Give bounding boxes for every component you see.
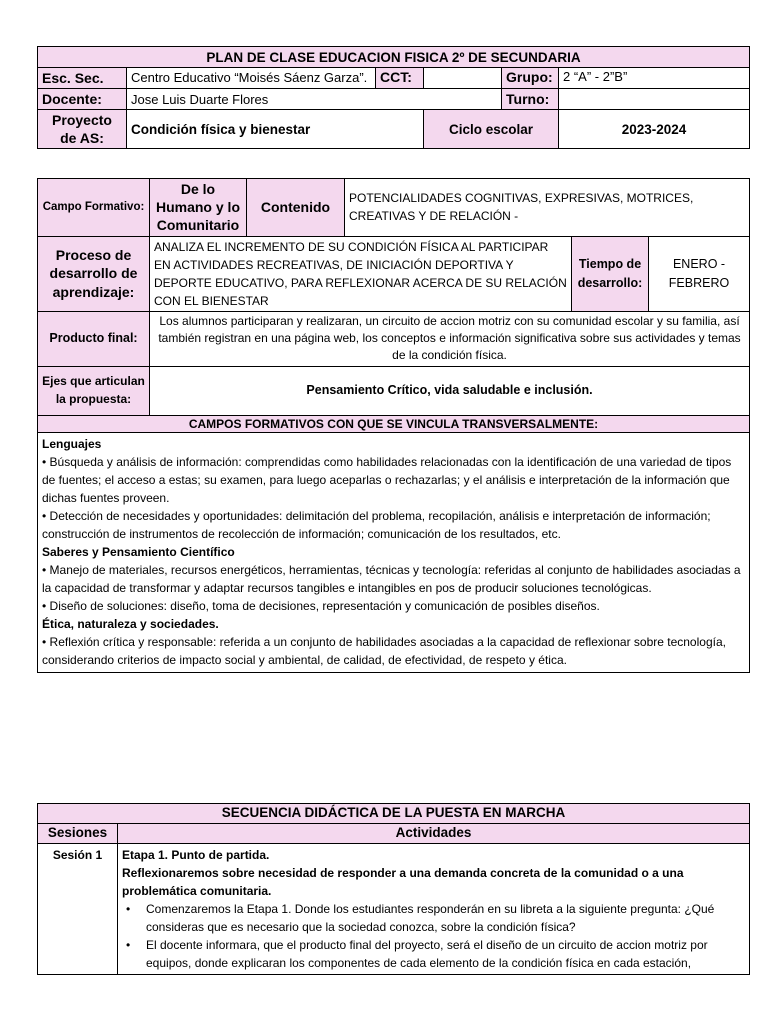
esc-sec-label: Esc. Sec. (38, 68, 127, 89)
header-table (37, 46, 750, 149)
session-1-activities (118, 844, 750, 975)
tiempo-label: Tiempo de desarrollo: (572, 236, 649, 311)
col-actividades: Actividades (118, 824, 750, 844)
ciclo-value: 2023-2024 (559, 110, 750, 149)
list-item (126, 900, 745, 936)
activity-list (122, 900, 745, 972)
docente-label: Docente: (38, 89, 127, 110)
etapa-title: Etapa 1. Punto de partida. (122, 848, 270, 862)
proceso-value: ANALIZA EL INCREMENTO DE SU CONDICIÓN FÍSICA AL PARTICIPAR EN ACTIVIDADES RECREATIVAS, DE INICIACIÓN DEPORTIVA Y DEPORTE EDUCATIVO, PARA REFLEXIONAR ACERCA DE SU RELACIÓN CON EL BIENESTAR (150, 236, 572, 311)
contenido-label: Contenido (247, 179, 345, 237)
grupo-value: 2 “A” - 2”B” (559, 68, 750, 89)
proyecto-value: Condición física y bienestar (127, 110, 424, 149)
cct-label: CCT: (376, 68, 424, 89)
turno-value (559, 89, 750, 110)
saberes-item-1: • Manejo de materiales, recursos energéticos, herramientas, técnicas y tecnología: referidas al conjunto de habilidades asociadas a la capacidad de transformar y adaptar recursos tangibles e intangibles en pos de producir soluciones tecnológicas. (42, 563, 741, 596)
bullet-icon: • (126, 938, 131, 952)
campos-list (38, 433, 750, 673)
sequence-title: SECUENCIA DIDÁCTICA DE LA PUESTA EN MARCHA (38, 804, 750, 824)
grupo-label: Grupo: (502, 68, 559, 89)
lenguajes-item-1: • Búsqueda y análisis de información: comprendidas como habilidades relacionadas con la identificación de una variedad de tipos de fuentes; el acceso a estas; su examen, para luego aceparlas o rechazarlas; y el análisis e interpretación de la información que dichas fuentes proveen. (42, 455, 732, 506)
turno-label: Turno: (502, 89, 559, 110)
proyecto-label: Proyecto de AS: (38, 110, 127, 149)
contenido-value: POTENCIALIDADES COGNITIVAS, EXPRESIVAS, MOTRICES, CREATIVAS Y DE RELACIÓN - (345, 179, 750, 237)
col-sesiones: Sesiones (38, 824, 118, 844)
activity-text: El docente informara, que el producto final del proyecto, será el diseño de un circuito de accion motriz por equipos, donde explicaran los componentes de cada elemento de la condición física en cada estación, (146, 938, 708, 970)
docente-value: Jose Luis Duarte Flores (127, 89, 502, 110)
producto-label: Producto final: (38, 311, 150, 366)
ejes-label: Ejes que articulan la propuesta: (38, 366, 150, 415)
producto-value: Los alumnos participaran y realizaran, un circuito de accion motriz con su comunidad escolar y su familia, así también registran en una página web, los conceptos e información significativa sobre sus actividades y temas de la condición física. (150, 311, 750, 366)
etica-title: Ética, naturaleza y sociedades. (42, 617, 219, 632)
campo-label: Campo Formativo: (38, 179, 150, 237)
list-item (126, 936, 745, 972)
saberes-item-2: • Diseño de soluciones: diseño, toma de decisiones, representación y comunicación de posibles diseños. (42, 599, 600, 614)
lenguajes-item-2: • Detección de necesidades y oportunidades: delimitación del problema, recopilación, análisis e interpretación de información; construcción de instrumentos de recolección de información; comunicación de los resultados, etc. (42, 509, 711, 542)
plan-title: PLAN DE CLASE EDUCACION FISICA 2º DE SECUNDARIA (38, 47, 750, 68)
ciclo-label: Ciclo escolar (424, 110, 559, 149)
etica-item-1: • Reflexión crítica y responsable: referida a un conjunto de habilidades asociadas a la capacidad de reflexionar sobre tecnología, considerando criterios de impacto social y ambiental, de calidad, de efectividad, de respeto y ética. (42, 635, 726, 668)
esc-sec-value: Centro Educativo “Moisés Sáenz Garza”. (127, 68, 376, 89)
bullet-icon: • (126, 902, 131, 916)
tiempo-value: ENERO - FEBRERO (649, 236, 750, 311)
info-table (37, 178, 750, 673)
saberes-title: Saberes y Pensamiento Científico (42, 545, 235, 560)
sequence-table (37, 803, 750, 975)
lenguajes-title: Lenguajes (42, 437, 102, 452)
campo-value: De lo Humano y lo Comunitario (150, 179, 247, 237)
ejes-value: Pensamiento Crítico, vida saludable e inclusión. (150, 366, 750, 415)
activity-text: Comenzaremos la Etapa 1. Donde los estudiantes responderán en su libreta a la siguiente pregunta: ¿Qué consideras que es necesario que la sociedad conozca, sobre la condición física? (146, 902, 715, 934)
etapa-subtitle: Reflexionaremos sobre necesidad de responder a una demanda concreta de la comunidad o a una problemática comunitaria. (122, 866, 684, 898)
proceso-label: Proceso de desarrollo de aprendizaje: (38, 236, 150, 311)
cct-value (424, 68, 502, 89)
campos-header: CAMPOS FORMATIVOS CON QUE SE VINCULA TRANSVERSALMENTE: (38, 415, 750, 432)
session-1-label: Sesión 1 (38, 844, 118, 975)
